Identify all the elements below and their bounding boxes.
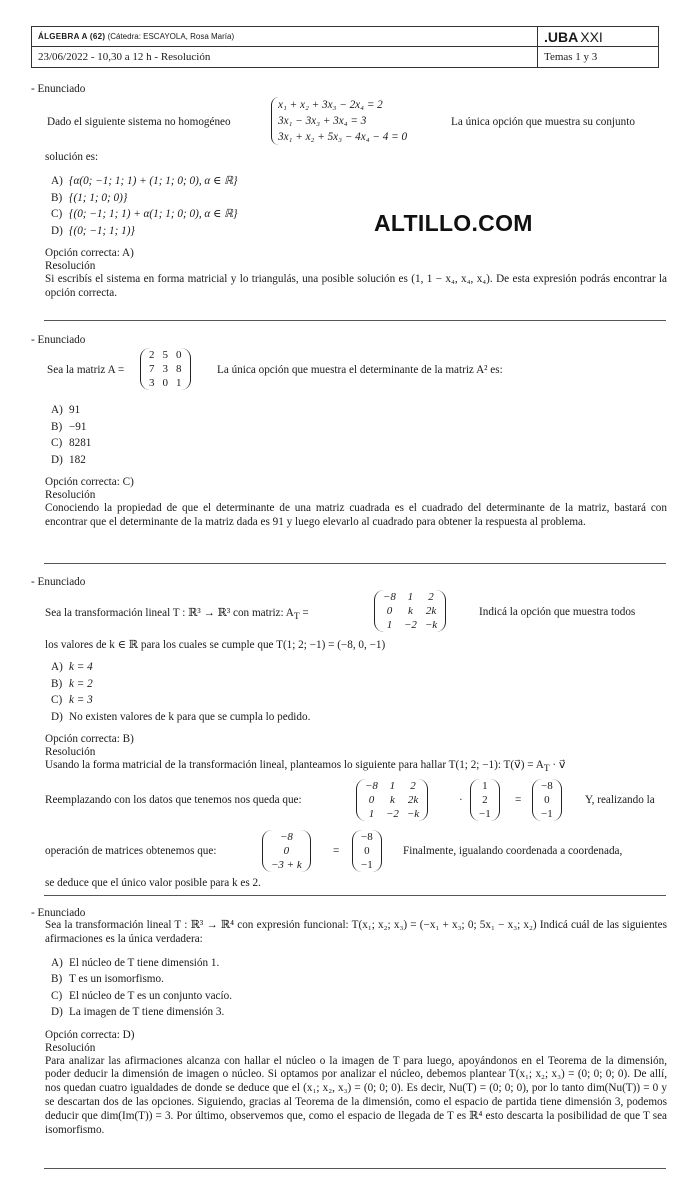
matrix-cell: −8 xyxy=(365,780,378,793)
enunciado-label: Enunciado xyxy=(37,576,86,588)
option-b xyxy=(51,190,667,207)
q3-res1-text: Usando la forma matricial de la transformación lineal, planteamos lo siguiente para hallar T(1; 2; −1): T(v⃗) = A xyxy=(45,759,544,771)
equals-sign: = xyxy=(515,794,522,807)
option-letter: D) xyxy=(51,1006,63,1019)
matrix-cell: k xyxy=(407,605,413,617)
correct-option: Opción correcta: D) xyxy=(45,1028,135,1041)
option-text: {(0; −1; 1; 1)} xyxy=(69,224,135,237)
option-text: No existen valores de k para que se cumpla lo pedido. xyxy=(69,710,311,723)
option-text: El núcleo de T tiene dimensión 1. xyxy=(69,956,220,969)
matrix-cell: 2 xyxy=(482,794,488,807)
q3-res1-sub: T xyxy=(543,764,550,775)
matrix-cell: −1 xyxy=(361,859,373,872)
q2-statement xyxy=(47,348,667,394)
question-2 xyxy=(31,334,667,530)
matrix-cell: −k xyxy=(406,808,420,821)
matrix-cell: −8 xyxy=(279,831,293,844)
option-c xyxy=(51,692,667,709)
q1-intro: Dado el siguiente sistema no homogéneo xyxy=(47,116,231,128)
course-cell xyxy=(32,27,538,47)
matrix-table xyxy=(379,590,441,632)
option-text: {(0; −1; 1; 1) + α(1; 1; 0; 0), α ∈ ℝ} xyxy=(69,208,238,220)
matrix-cell: 1 xyxy=(482,780,488,793)
correct-option: Opción correcta: A) xyxy=(45,247,134,259)
matrix-cell: 1 xyxy=(407,591,414,603)
option-letter: B) xyxy=(51,191,63,204)
q3-res2-matrix xyxy=(356,779,428,821)
question-4 xyxy=(31,907,667,1137)
correct-option: Opción correcta: C) xyxy=(45,476,134,488)
q3-answer xyxy=(45,733,667,759)
q3-res2-text: Reemplazando con los datos que tenemos nos queda que: xyxy=(45,794,302,807)
option-d xyxy=(51,709,667,726)
option-letter: B) xyxy=(51,420,63,433)
matrix-cell: 3 xyxy=(162,363,168,375)
matrix-cell: 1 xyxy=(389,780,396,793)
option-letter: A) xyxy=(51,661,63,673)
q3-tail2: los valores de k ∈ ℝ para los cuales se cumple que T(1; 2; −1) = (−8, 0, −1) xyxy=(45,639,386,651)
uba-logo-text: .UBA xyxy=(544,28,579,45)
q4-answer xyxy=(45,1029,667,1055)
vector-table xyxy=(537,779,557,821)
option-text: {α(0; −1; 1; 1) + (1; 1; 0; 0), α ∈ ℝ} xyxy=(69,175,238,187)
catedra: (Cátedra: ESCAYOLA, Rosa María) xyxy=(107,32,235,41)
matrix-cell: 1 xyxy=(386,619,393,631)
product-vector xyxy=(262,830,311,872)
matrix-cell: 0 xyxy=(176,349,182,361)
matrix-table xyxy=(361,779,423,821)
option-text: La imagen de T tiene dimensión 3. xyxy=(69,1006,225,1019)
option-text: −91 xyxy=(69,420,87,433)
resolucion-label: Resolución xyxy=(45,1041,96,1054)
option-letter: D) xyxy=(51,224,63,237)
matrix-cell: 0 xyxy=(386,605,393,617)
q3-intro-sub: T xyxy=(293,612,300,623)
matrix-cell: 7 xyxy=(149,363,155,375)
vector-table xyxy=(357,830,377,872)
matrix-cell: −8 xyxy=(361,831,373,844)
date-cell: 23/06/2022 - 10,30 a 12 h - Resolución xyxy=(32,47,538,68)
q1-tail2: solución es: xyxy=(45,151,99,163)
dot-operator: · xyxy=(459,794,463,807)
q1-resolucion: Si escribís el sistema en forma matricial y lo triangulás, una posible solución es (1, 1 − x₄, x₄, x₄). De esta expresión podrás encontrar la opción correcta. xyxy=(45,273,667,299)
q1-eq3: 3x₁ + x₂ + 5x₃ − 4x₄ − 4 = 0 xyxy=(278,131,408,143)
option-a xyxy=(51,173,667,190)
q2-intro: Sea la matriz A = xyxy=(47,364,125,376)
matrix-cell: −1 xyxy=(479,808,491,821)
bullet-dash: - xyxy=(31,907,38,919)
option-letter: A) xyxy=(51,404,63,416)
option-text: k = 4 xyxy=(69,661,93,673)
q1-tail: La única opción que muestra su conjunto xyxy=(451,116,635,128)
option-letter: C) xyxy=(51,694,63,706)
matrix-cell: 3 xyxy=(149,377,155,389)
divider xyxy=(44,320,666,321)
option-letter: A) xyxy=(51,956,63,969)
resolucion-label: Resolución xyxy=(45,746,96,758)
equals-sign: = xyxy=(333,845,340,858)
option-text: 91 xyxy=(69,404,81,416)
q1-system xyxy=(271,97,407,145)
option-a xyxy=(51,402,667,419)
option-text: El núcleo de T es un conjunto vacío. xyxy=(69,989,233,1002)
q1-statement xyxy=(47,97,667,149)
option-c xyxy=(51,206,667,223)
vector-table xyxy=(267,830,306,872)
q4-intro: Sea la transformación lineal T : ℝ³ → ℝ⁴ con expresión funcional: T(x₁; x₂; x₃) = (−x₁ + x₃; 0; 5x₁ − x₃; x₂) Indicá cuál de las siguientes afirmaciones es la única verdadera: xyxy=(45,919,667,945)
enunciado-label: Enunciado xyxy=(37,83,86,95)
q4-options xyxy=(51,955,667,1021)
option-text: 8281 xyxy=(69,437,92,449)
q3-intro xyxy=(45,606,309,622)
q2-tail: La única opción que muestra el determinante de la matriz A² es: xyxy=(217,364,503,376)
q3-matrix xyxy=(374,590,446,632)
matrix-cell: 5 xyxy=(162,349,168,361)
q1-eq2: 3x₁ − 3x₃ + 3x₄ = 3 xyxy=(278,115,367,127)
option-a xyxy=(51,955,667,972)
uba-logo-suffix: XXI xyxy=(580,28,603,45)
q3-res3 xyxy=(45,827,667,877)
resolucion-label: Resolución xyxy=(45,489,96,501)
divider xyxy=(44,563,666,564)
q3-res2-tail: Y, realizando la xyxy=(585,794,655,807)
option-a xyxy=(51,659,667,676)
matrix-cell: 2 xyxy=(428,591,434,603)
bullet-dash: - xyxy=(31,334,38,346)
uba-logo xyxy=(544,29,603,45)
option-c xyxy=(51,435,667,452)
q3-res3-text: operación de matrices obtenemos que: xyxy=(45,845,217,858)
option-text: 182 xyxy=(69,453,86,466)
matrix-cell: −8 xyxy=(541,780,553,793)
q3-res3-tail: Finalmente, igualando coordenada a coordenada, xyxy=(403,845,623,858)
q3-res2 xyxy=(45,777,667,825)
matrix-cell: 1 xyxy=(368,808,375,821)
question-1 xyxy=(31,83,667,301)
exam-header xyxy=(31,26,659,68)
divider xyxy=(44,895,666,896)
matrix-cell: −2 xyxy=(385,808,399,821)
question-3 xyxy=(31,576,667,891)
divider xyxy=(44,1168,666,1169)
option-d xyxy=(51,1004,667,1021)
enunciado-label: Enunciado xyxy=(37,907,86,919)
q2-answer xyxy=(45,476,667,502)
q3-res4: se deduce que el único valor posible para k es 2. xyxy=(45,877,261,890)
vector-in xyxy=(470,779,500,821)
option-text: {(1; 1; 0; 0)} xyxy=(69,191,128,204)
matrix-cell: 1 xyxy=(176,377,182,389)
option-c xyxy=(51,988,667,1005)
q1-answer xyxy=(45,247,667,273)
option-letter: C) xyxy=(51,989,63,1002)
vector-table xyxy=(475,779,495,821)
q3-res1 xyxy=(45,759,667,777)
matrix-cell: −k xyxy=(424,619,438,631)
matrix-cell: 2 xyxy=(149,349,155,361)
option-text: T es un isomorfismo. xyxy=(69,973,164,986)
option-letter: A) xyxy=(51,175,63,187)
q4-resolucion: Para analizar las afirmaciones alcanza con hallar el núcleo o la imagen de T para luego, apoyándonos en el Teorema de la dimensión, poder deducir la dimensión de imagen o núcleo. Si optamos por analizar el núcleo, debemos plantear T(x₁; x₂; x₃) = (0; 0; 0; 0). De allí, nos quedan cuatro igualdades de donde se deduce que el (x₁; x₂, x₃) = (0; 0; 0). Es decir, Nu(T) = (0; 0; 0), por lo tanto dim(Nu(T)) = 0 y se descartan dos de las opciones. Siguiendo, gracias al Teorema de la dimensión, como el espacio de partida tiene dimensión 3, podemos deducir que dim(Im(T)) = 3. Por último, observemos que, como el espacio de llegada de T es ℝ⁴ esto descarta la posibilidad de que T sea isomorfismo. xyxy=(45,1054,667,1136)
q2-options xyxy=(51,402,667,468)
correct-option: Opción correcta: B) xyxy=(45,733,134,745)
option-letter: D) xyxy=(51,710,63,723)
matrix-cell: −8 xyxy=(383,591,396,603)
q3-statement xyxy=(45,590,667,636)
matrix-cell: 2k xyxy=(407,794,419,807)
option-letter: D) xyxy=(51,453,63,466)
bullet-dash: - xyxy=(31,576,38,588)
option-letter: B) xyxy=(51,677,63,690)
option-d xyxy=(51,452,667,469)
matrix-cell: 2k xyxy=(425,605,437,617)
q3-options xyxy=(51,659,667,725)
option-letter: C) xyxy=(51,208,63,220)
result-vector xyxy=(352,830,382,872)
option-b xyxy=(51,971,667,988)
option-text: k = 3 xyxy=(69,694,93,706)
option-b xyxy=(51,419,667,436)
bullet-dash: - xyxy=(31,83,38,95)
uba-logo-cell xyxy=(538,27,659,47)
matrix-cell: 8 xyxy=(176,363,182,375)
q3-intro-eq: = xyxy=(299,607,309,619)
matrix-cell: 2 xyxy=(410,780,416,793)
matrix-cell: −2 xyxy=(403,619,417,631)
watermark: ALTILLO.COM xyxy=(374,210,533,236)
resolucion-label: Resolución xyxy=(45,260,96,272)
option-b xyxy=(51,676,667,693)
matrix-table xyxy=(145,348,186,390)
option-d xyxy=(51,223,667,240)
matrix-cell: 0 xyxy=(162,377,168,389)
q1-options xyxy=(51,173,667,239)
q3-intro-text: Sea la transformación lineal T : ℝ³ → ℝ³ con matriz: A xyxy=(45,607,294,619)
q2-matrix xyxy=(140,348,191,390)
enunciado-label: Enunciado xyxy=(37,334,86,346)
matrix-cell: 0 xyxy=(364,845,370,858)
matrix-cell: 0 xyxy=(368,794,375,807)
option-letter: C) xyxy=(51,437,63,449)
course-title: ÁLGEBRA A (62) xyxy=(38,32,106,41)
matrix-cell: k xyxy=(389,794,395,807)
q3-tail: Indicá la opción que muestra todos xyxy=(479,606,636,618)
option-letter: B) xyxy=(51,973,63,986)
matrix-cell: 0 xyxy=(283,845,290,858)
temas-cell: Temas 1 y 3 xyxy=(538,47,659,68)
q2-resolucion: Conociendo la propiedad de que el determinante de una matriz cuadrada es el cuadrado del determinante de la matriz, bastará con encontrar que el determinante de la matriz dada es 91 y luego elevarlo al cuadrado para obtener la respuesta al problema. xyxy=(45,502,667,528)
option-text: k = 2 xyxy=(69,677,93,690)
q1-eq1: x₁ + x₂ + 3x₃ − 2x₄ = 2 xyxy=(278,99,383,111)
vector-out xyxy=(532,779,562,821)
matrix-cell: 0 xyxy=(544,794,550,807)
q3-res1-tail: · v⃗ xyxy=(549,759,566,771)
matrix-cell: −3 + k xyxy=(271,859,302,872)
matrix-cell: −1 xyxy=(541,808,553,821)
